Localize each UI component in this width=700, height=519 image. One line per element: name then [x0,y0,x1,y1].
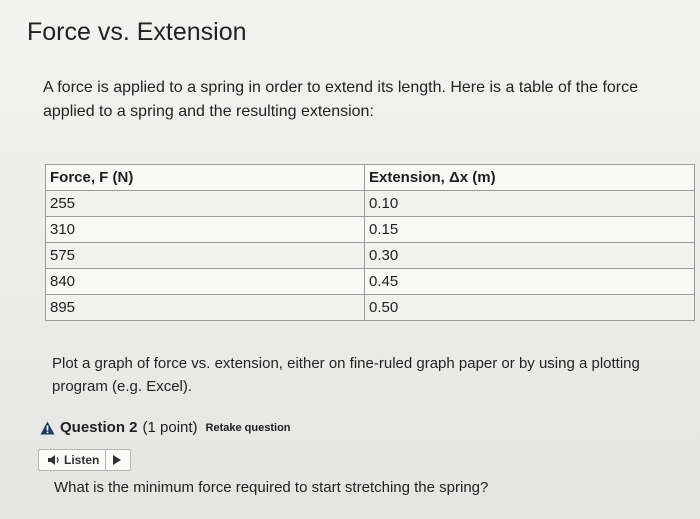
header-force: Force, F (N) [46,165,365,191]
cell-force: 255 [46,191,365,217]
listen-widget [38,449,131,471]
question-text: What is the minimum force required to start stretching the spring? [54,479,489,496]
table-row [46,243,695,269]
intro-paragraph: A force is applied to a spring in order to extend its length. Here is a table of the force applied to a spring and the resulting extension: [43,79,639,120]
listen-label: Listen [64,453,100,467]
play-icon [113,455,121,465]
cell-extension: 0.45 [365,269,695,295]
cell-force: 575 [46,243,365,269]
page-title: Force vs. Extension [27,18,247,46]
retake-question-link[interactable]: Retake question [205,421,291,434]
listen-button[interactable] [39,450,106,470]
header-extension: Extension, Δx (m) [365,165,695,191]
cell-extension: 0.10 [365,191,695,217]
table-row [46,269,695,295]
table-row [46,217,695,243]
cell-extension: 0.15 [365,217,695,243]
play-button[interactable] [106,450,130,470]
question-points: (1 point) [142,419,198,436]
question-heading [40,419,291,436]
plot-instructions: Plot a graph of force vs. extension, either on fine-ruled graph paper or by using a plotting program (e.g. Excel). [52,355,640,395]
cell-force: 310 [46,217,365,243]
cell-extension: 0.30 [365,243,695,269]
cell-extension: 0.50 [365,295,695,321]
cell-force: 840 [46,269,365,295]
cell-force: 895 [46,295,365,321]
table-row [46,191,695,217]
speaker-icon [47,454,61,466]
force-extension-table [45,164,695,321]
question-title: Question 2 [60,419,138,436]
warning-icon [40,421,55,435]
table-row [46,295,695,321]
table-header-row [46,165,695,191]
